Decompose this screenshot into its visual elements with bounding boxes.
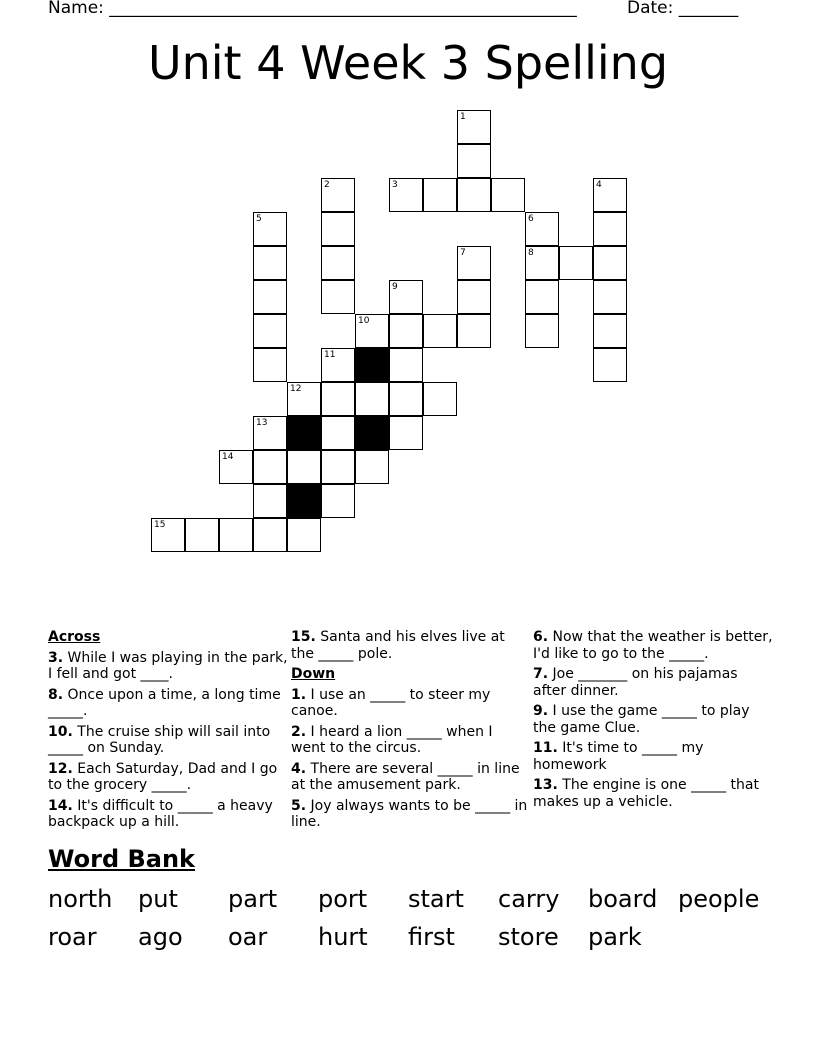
cell-number: 6	[528, 214, 534, 224]
word-bank-word: roar	[48, 923, 97, 951]
crossword-cell[interactable]	[593, 178, 627, 212]
crossword-cell[interactable]	[321, 280, 355, 314]
word-bank-word: store	[498, 923, 559, 951]
word-bank-word: put	[138, 885, 178, 913]
clue-across-8: 8. Once upon a time, a long time _____.	[48, 686, 281, 719]
word-bank-word: part	[228, 885, 278, 913]
crossword-cell[interactable]	[151, 518, 185, 552]
crossword-cell[interactable]	[457, 246, 491, 280]
crossword-cell[interactable]	[423, 178, 457, 212]
cell-number: 15	[154, 520, 166, 530]
word-bank-word: port	[318, 885, 368, 913]
crossword-cell[interactable]	[253, 450, 287, 484]
crossword-cell[interactable]	[525, 314, 559, 348]
crossword-cell[interactable]	[389, 280, 423, 314]
cell-number: 5	[256, 214, 262, 224]
clue-down-11: 11. It's time to _____ my homework	[533, 740, 704, 773]
clue-across-3: 3. While I was playing in the park, I fell and got ____.	[48, 649, 288, 682]
clue-down-5: 5. Joy always wants to be _____ in line.	[291, 797, 528, 830]
word-bank-word: park	[588, 923, 642, 951]
cell-number: 3	[392, 180, 398, 190]
crossword-cell[interactable]	[389, 178, 423, 212]
clue-across-15: 15. Santa and his elves live at the _____ pole.	[291, 629, 505, 662]
word-bank-word: oar	[228, 923, 268, 951]
crossword-cell[interactable]	[321, 416, 355, 450]
crossword-cell[interactable]	[287, 518, 321, 552]
crossword-cell[interactable]	[321, 212, 355, 246]
crossword-cell[interactable]	[355, 382, 389, 416]
crossword-cell[interactable]	[593, 246, 627, 280]
crossword-cell[interactable]	[593, 212, 627, 246]
word-bank-word: north	[48, 885, 113, 913]
crossword-cell[interactable]	[457, 144, 491, 178]
crossword-cell[interactable]	[253, 314, 287, 348]
cell-number: 11	[324, 350, 336, 360]
clue-down-1: 1. I use an _____ to steer my canoe.	[291, 686, 491, 719]
word-bank-word: carry	[498, 885, 560, 913]
page-title: Unit 4 Week 3 Spelling	[147, 36, 669, 90]
word-bank-word: hurt	[318, 923, 368, 951]
crossword-cell[interactable]	[321, 246, 355, 280]
crossword-cell[interactable]	[321, 484, 355, 518]
crossword-cell[interactable]	[253, 246, 287, 280]
crossword-block	[287, 416, 321, 450]
cell-number: 2	[324, 180, 330, 190]
crossword-cell[interactable]	[253, 212, 287, 246]
clues-column-3	[533, 629, 773, 810]
crossword-cell[interactable]	[525, 212, 559, 246]
crossword-block	[355, 416, 389, 450]
clue-down-13: 13. The engine is one _____ that makes up a vehicle.	[533, 777, 759, 810]
crossword-cell[interactable]	[253, 484, 287, 518]
name-field-label: Name: _______________________________________________________	[48, 0, 577, 18]
down-heading: Down	[291, 666, 336, 682]
crossword-cell[interactable]	[389, 382, 423, 416]
across-heading: Across	[48, 629, 101, 645]
crossword-cell[interactable]	[593, 280, 627, 314]
crossword-cell[interactable]	[253, 348, 287, 382]
clue-down-9: 9. I use the game _____ to play the game Clue.	[533, 703, 750, 736]
cell-number: 7	[460, 248, 466, 258]
word-bank-word: people	[678, 885, 760, 913]
crossword-cell[interactable]	[423, 314, 457, 348]
crossword-cell[interactable]	[321, 382, 355, 416]
crossword-cell[interactable]	[219, 450, 253, 484]
word-bank-word: board	[588, 885, 658, 913]
crossword-cell[interactable]	[253, 280, 287, 314]
clues-column-1	[48, 629, 288, 831]
crossword-cell[interactable]	[321, 348, 355, 382]
clue-down-7: 7. Joe _______ on his pajamas after dinner.	[533, 666, 738, 699]
crossword-cell[interactable]	[593, 314, 627, 348]
crossword-cell[interactable]	[389, 416, 423, 450]
cell-number: 8	[528, 248, 534, 258]
word-bank-title: Word Bank	[48, 845, 196, 873]
clue-down-2: 2. I heard a lion _____ when I went to the circus.	[291, 723, 493, 756]
crossword-cell[interactable]	[287, 382, 321, 416]
word-bank-word: ago	[138, 923, 183, 951]
clue-down-4: 4. There are several _____ in line at the amusement park.	[291, 760, 520, 793]
cell-number: 10	[358, 316, 370, 326]
crossword-cell[interactable]	[389, 314, 423, 348]
clue-across-12: 12. Each Saturday, Dad and I go to the grocery _____.	[48, 760, 278, 793]
crossword-cell[interactable]	[355, 314, 389, 348]
cell-number: 4	[596, 180, 602, 190]
cell-number: 12	[290, 384, 302, 394]
crossword-cell[interactable]	[457, 110, 491, 144]
clue-across-14: 14. It's difficult to _____ a heavy backpack up a hill.	[48, 797, 273, 830]
crossword-cell[interactable]	[321, 450, 355, 484]
crossword-cell[interactable]	[525, 280, 559, 314]
crossword-cell[interactable]	[491, 178, 525, 212]
cell-number: 14	[222, 452, 234, 462]
crossword-cell[interactable]	[219, 518, 253, 552]
crossword-block	[355, 348, 389, 382]
cell-number: 9	[392, 282, 398, 292]
clue-down-6: 6. Now that the weather is better, I'd like to go to the _____.	[533, 629, 773, 662]
date-field-label: Date: _______	[627, 0, 739, 18]
crossword-cell[interactable]	[559, 246, 593, 280]
crossword-cell[interactable]	[423, 382, 457, 416]
crossword-cell[interactable]	[525, 246, 559, 280]
crossword-cell[interactable]	[321, 178, 355, 212]
word-bank-word: first	[408, 923, 455, 951]
crossword-cell[interactable]	[185, 518, 219, 552]
crossword-cell[interactable]	[389, 348, 423, 382]
clue-across-10: 10. The cruise ship will sail into _____ on Sunday.	[48, 723, 271, 756]
cell-number: 13	[256, 418, 268, 428]
crossword-cell[interactable]	[253, 416, 287, 450]
crossword-cell[interactable]	[593, 348, 627, 382]
crossword-cell[interactable]	[457, 314, 491, 348]
crossword-cell[interactable]	[457, 178, 491, 212]
word-bank-word: start	[408, 885, 464, 913]
crossword-cell[interactable]	[355, 450, 389, 484]
crossword-cell[interactable]	[287, 450, 321, 484]
crossword-cell[interactable]	[457, 280, 491, 314]
clues-column-2	[291, 629, 531, 831]
crossword-block	[287, 484, 321, 518]
cell-number: 1	[460, 112, 466, 122]
crossword-cell[interactable]	[253, 518, 287, 552]
